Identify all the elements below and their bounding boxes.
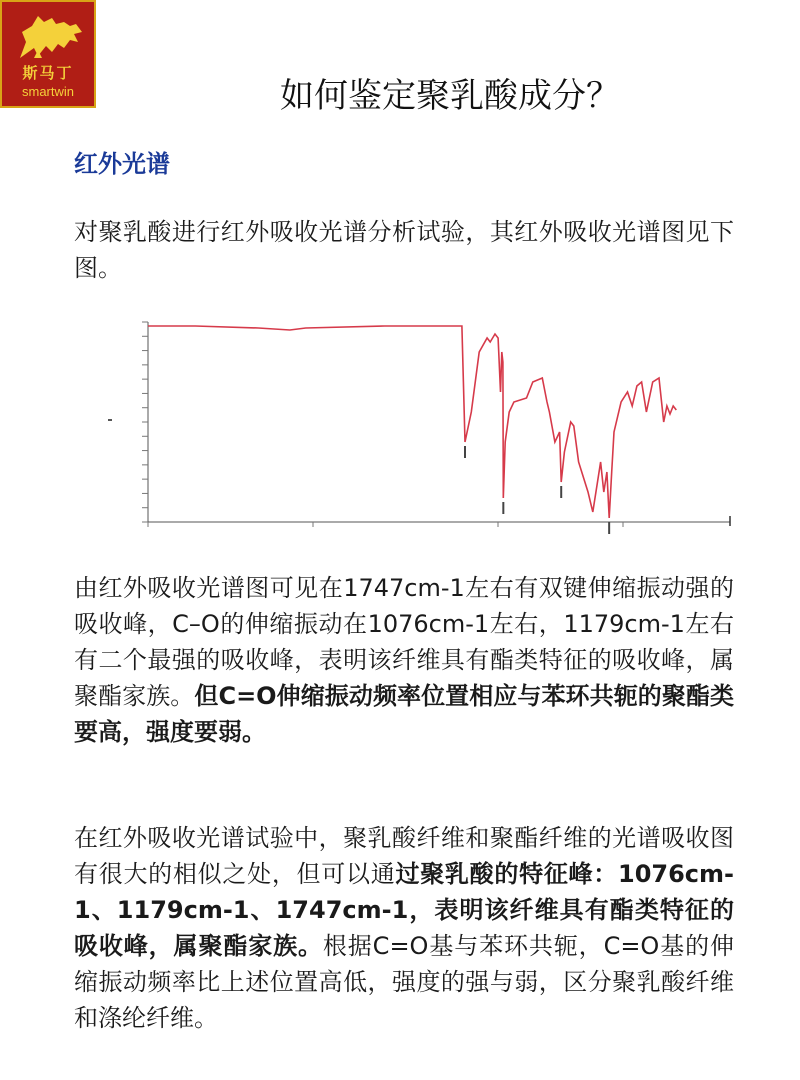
comparison-paragraph bbox=[74, 820, 734, 1036]
analysis-bold-text: 但C=O伸缩振动频率位置相应与苯环共轭的聚酯类要高，强度要弱。 bbox=[74, 682, 734, 746]
comparison-bold-text: 过聚乳酸的特征峰：1076cm-1、1179cm-1、1747cm-1，表明该纤维具有酯类特征的吸收峰，属聚酯家族。 bbox=[74, 860, 735, 960]
brand-logo bbox=[0, 0, 96, 108]
spectrum-svg bbox=[100, 312, 740, 542]
logo-english-text: smartwin bbox=[21, 84, 74, 99]
page-title: 如何鉴定聚乳酸成分？ bbox=[280, 76, 620, 116]
analysis-text: 由红外吸收光谱图可见在1747cm-1左右有双键伸缩振动强的吸收峰，C–O的伸缩振动在1076cm-1左右，1179cm-1左右有二个最强的吸收峰，表明该纤维具有酯类特征的吸收峰，属聚酯家族。 bbox=[74, 574, 734, 710]
comparison-lead-text: 在红外吸收光谱试验中，聚乳酸纤维和聚酯纤维的光谱吸收图有很大的相似之处，但可以通 bbox=[74, 824, 734, 888]
spectrum-series-0 bbox=[148, 326, 676, 518]
intro-paragraph: 对聚乳酸进行红外吸收光谱分析试验，其红外吸收光谱图见下图。 bbox=[74, 218, 734, 282]
comparison-tail-text: 根据C=O基与苯环共轭，C=O基的伸缩振动频率比上述位置高低，强度的强与弱，区分聚乳酸纤维和涤纶纤维。 bbox=[74, 932, 734, 1032]
logo-chinese-text: 斯马丁 bbox=[22, 64, 74, 82]
ir-spectrum-chart bbox=[100, 312, 740, 542]
section-heading: 红外光谱 bbox=[74, 150, 170, 178]
analysis-paragraph bbox=[74, 570, 734, 750]
horse-icon bbox=[12, 12, 88, 62]
